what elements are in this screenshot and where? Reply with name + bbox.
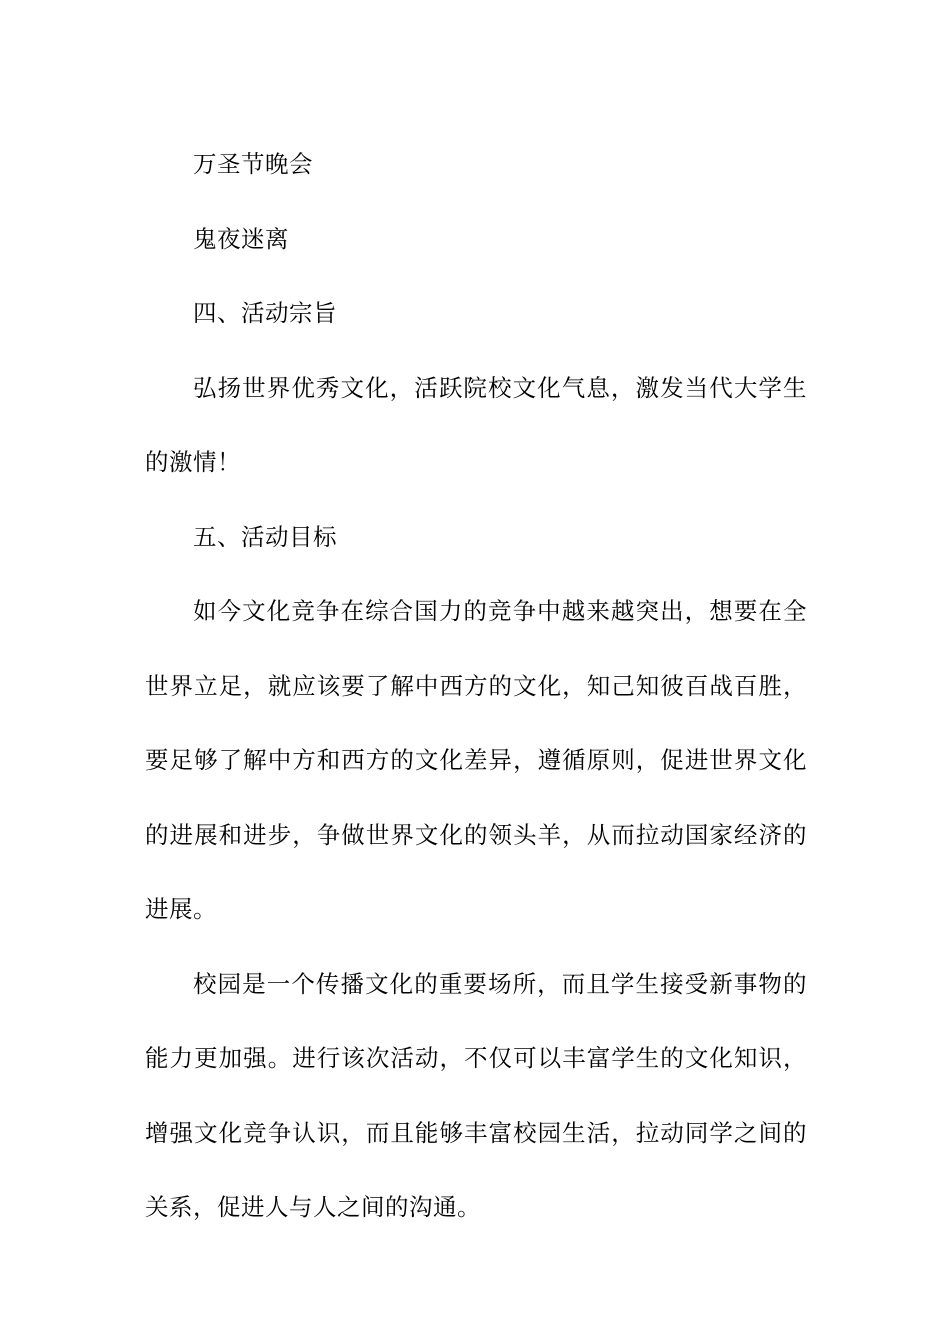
goals-paragraph-1: 如今文化竞争在综合国力的竞争中越来越突出，想要在全世界立足，就应该要了解中西方的文化，知己知彼百战百胜，要足够了解中方和西方的文化差异，遵循原则，促进世界文化的进展和进步，争做世界文化的领头羊，从而拉动国家经济的进展。 bbox=[145, 597, 807, 923]
event-name-line: 万圣节晚会 bbox=[193, 150, 313, 178]
goals-paragraph-2: 校园是一个传播文化的重要场所，而且学生接受新事物的能力更加强。进行该次活动，不仅可以丰富学生的文化知识，增强文化竞争认识，而且能够丰富校园生活，拉动同学之间的关系，促进人与人之间的沟通。 bbox=[145, 969, 807, 1221]
section-heading-purpose: 四、活动宗旨 bbox=[193, 299, 337, 327]
document-body bbox=[145, 127, 807, 1245]
event-theme-line: 鬼夜迷离 bbox=[193, 224, 289, 253]
purpose-paragraph: 弘扬世界优秀文化，活跃院校文化气息，激发当代大学生的激情！ bbox=[145, 373, 807, 476]
section-heading-goals: 五、活动目标 bbox=[193, 522, 337, 551]
